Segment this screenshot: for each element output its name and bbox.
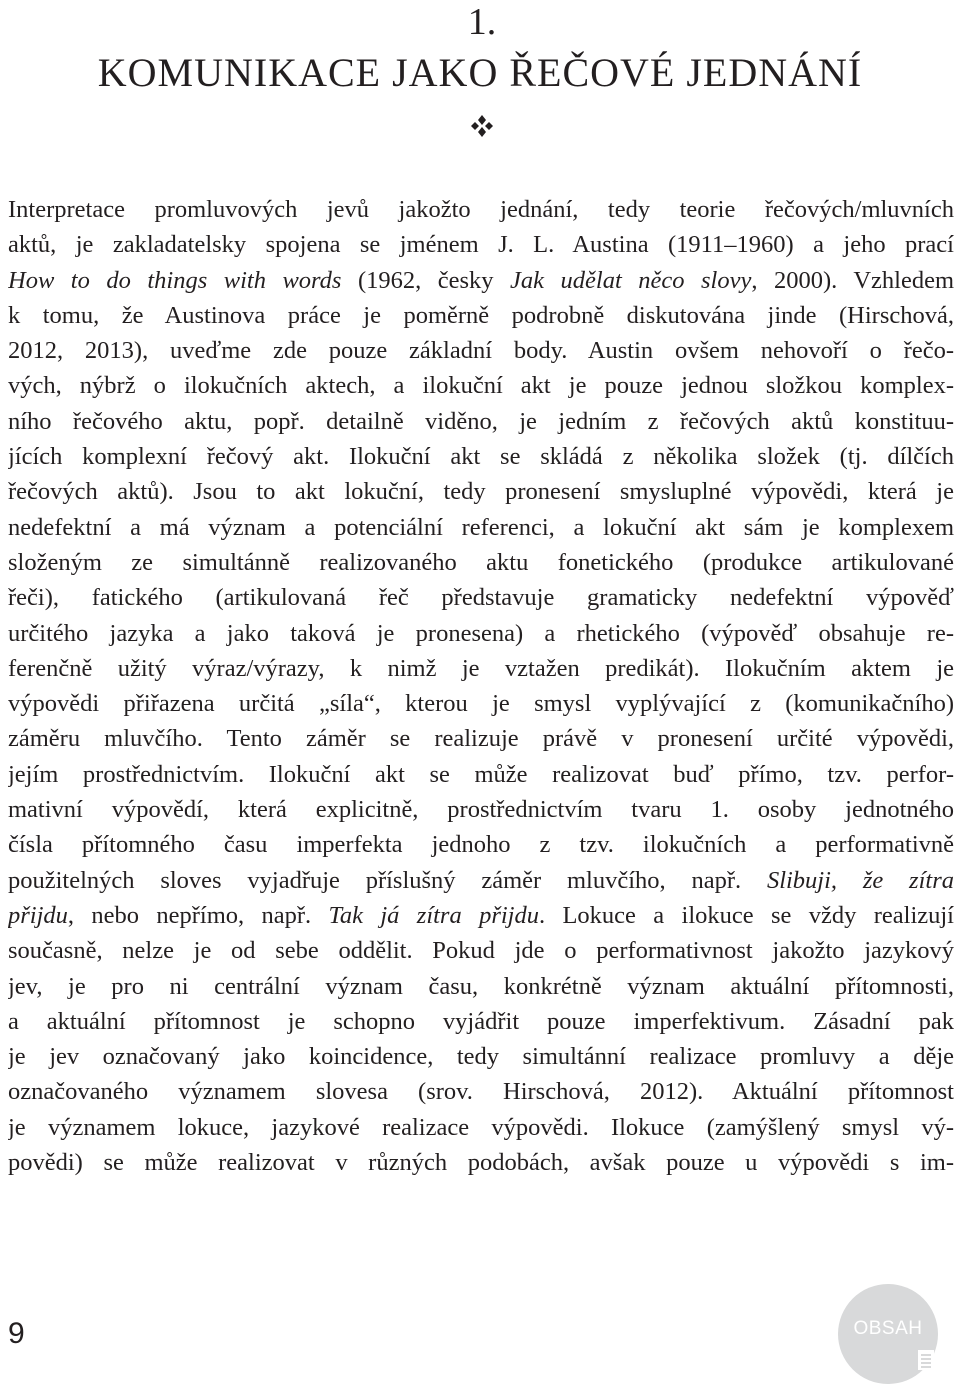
text-span: , nebo nepřímo, např. — [67, 901, 329, 929]
text-line: ferenčně užitý výraz/výrazy, k nimž je vztažen predikát). Ilokučním aktem je — [8, 654, 954, 682]
chapter-title: KOMUNIKACE JAKO ŘEČOVÉ JEDNÁNÍ — [97, 50, 863, 95]
four-diamond-ornament-icon — [469, 114, 495, 138]
text-line: záměru mluvčího. Tento záměr se realizuje právě v pronesení určité výpovědi, — [8, 725, 954, 753]
example-italic: přijdu — [8, 901, 68, 929]
text-line: aktů, je zakladatelsky spojena se jménem J. L. Austina (1911–1960) a jeho prací — [8, 231, 954, 259]
text-line: je jev označovaný jako koincidence, tedy simultánní realizace promluvy a děje — [8, 1043, 954, 1071]
example-italic: Tak já zítra přijdu — [328, 901, 539, 929]
example-italic: Slibuji, že zítra — [766, 866, 954, 894]
text-line — [8, 863, 954, 898]
text-line: k tomu, že Austinova práce je poměrně podrobně diskutována jinde (Hirschová, — [8, 301, 954, 329]
text-line: jejím prostřednictvím. Ilokuční akt se může realizovat buď přímo, tzv. perfor- — [8, 760, 954, 788]
text-line: ního řečového aktu, popř. detailně viděno, je jedním z řečových aktů konstituu- — [8, 407, 954, 435]
text-line: označovaného významem slovesa (srov. Hirschová, 2012). Aktuální přítomnost — [8, 1078, 954, 1106]
table-of-contents-button[interactable] — [838, 1284, 938, 1384]
text-line: a aktuální přítomnost je schopno vyjádřit pouze imperfektivum. Zásadní pak — [8, 1007, 954, 1035]
text-line: určitého jazyka a jako taková je pronesena) a rhetického (výpověď obsahuje re- — [8, 619, 954, 647]
text-line: nedefektní a má význam a potenciální referenci, a lokuční akt sám je komplexem — [8, 513, 954, 541]
text-line: vých, nýbrž o ilokučních aktech, a ilokuční akt je pouze jednou složkou komplex- — [8, 372, 954, 400]
text-line: řečových aktů). Jsou to akt lokuční, tedy pronesení smysluplné výpovědi, která je — [8, 478, 954, 506]
text-span: , 2000). Vzhledem — [751, 266, 954, 294]
book-title-italic: Jak udělat něco slovy — [510, 266, 752, 294]
text-span: . Lokuce a ilokuce se vždy realizují — [538, 901, 954, 929]
text-line: 2012, 2013), uveďme zde pouze základní body. Austin ovšem nehovoří o řečo- — [8, 337, 954, 365]
text-span: (1962, česky — [341, 266, 511, 294]
text-line: Interpretace promluvových jevů jakožto jednání, tedy teorie řečových/mluvních — [8, 196, 954, 223]
text-line: složeným ze simultánně realizovaného aktu fonetického (produkce artikulované — [8, 548, 954, 576]
obsah-label: OBSAH — [853, 1318, 923, 1339]
book-title-italic: How to do things with words — [8, 266, 342, 294]
body-paragraph — [8, 192, 954, 1180]
text-line — [8, 263, 954, 298]
text-line: řeči), fatického (artikulovaná řeč představuje gramaticky nedefektní výpověď — [8, 584, 954, 612]
page-number: 9 — [8, 1317, 25, 1350]
text-line — [8, 898, 954, 933]
text-line: jících komplexní řečový akt. Ilokuční akt se skládá z několika složek (tj. dílčích — [8, 443, 954, 471]
list-icon — [918, 1350, 934, 1370]
text-line: povědi) se může realizovat v různých podobách, avšak pouze u výpovědi s im- — [8, 1149, 954, 1177]
text-line: mativní výpovědí, která explicitně, prostřednictvím tvaru 1. osoby jednotného — [8, 796, 954, 824]
text-span: použitelných sloves vyjadřuje příslušný záměr mluvčího, např. — [8, 866, 767, 894]
text-line: čísla přítomného času imperfekta jednoho z tzv. ilokučních a performativně — [8, 831, 954, 859]
text-line: výpovědi přiřazena určitá „síla“, kterou je smysl vyplývající z (komunikačního) — [8, 690, 954, 718]
text-line: je významem lokuce, jazykové realizace výpovědi. Ilokuce (zamýšlený smysl vý- — [8, 1113, 954, 1141]
text-line: současně, nelze je od sebe oddělit. Pokud jde o performativnost jakožto jazykový — [8, 937, 954, 965]
chapter-number: 1. — [467, 1, 497, 43]
text-line: jev, je pro ni centrální význam času, konkrétně význam aktuální přítomnosti, — [8, 972, 954, 1000]
